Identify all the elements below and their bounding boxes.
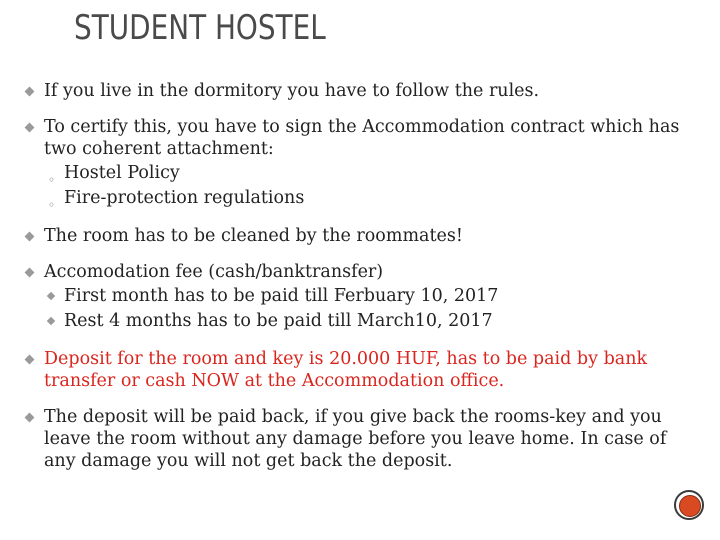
diamond-bullet-icon <box>25 123 35 133</box>
bullet-text: Accomodation fee (cash/banktransfer) <box>44 262 384 282</box>
sub-list-item <box>44 186 694 211</box>
sub-item-text: Rest 4 months has to be paid till March10, 2017 <box>64 311 493 331</box>
diamond-bullet-icon <box>47 317 55 325</box>
diamond-bullet-icon <box>47 292 55 300</box>
next-slide-icon-core[interactable] <box>679 495 701 517</box>
circle-bullet-icon: ◦ <box>48 173 56 187</box>
bullet-text: If you live in the dormitory you have to follow the rules. <box>44 81 540 101</box>
diamond-bullet-icon <box>25 87 35 97</box>
sub-list <box>44 161 694 211</box>
diamond-bullet-icon <box>25 355 35 365</box>
sub-item-text: Hostel Policy <box>64 163 180 183</box>
bullet-text: The deposit will be paid back, if you give back the rooms-key and you leave the room without any damage before you leave home. In case of any damage you will not get back the deposit. <box>44 407 667 471</box>
sub-list-item <box>44 161 694 186</box>
sub-list-item <box>44 309 694 334</box>
list-item <box>24 406 694 472</box>
bullet-text: Deposit for the room and key is 20.000 HUF, has to be paid by bank transfer or cash NOW at the Accommodation office. <box>44 349 648 391</box>
list-item <box>24 261 694 334</box>
page-title: STUDENT HOSTEL <box>74 8 326 48</box>
list-item <box>24 225 694 247</box>
rules-list <box>24 80 694 486</box>
list-item <box>24 80 694 102</box>
list-item-highlighted <box>24 348 694 392</box>
next-slide-icon[interactable] <box>674 490 704 520</box>
circle-bullet-icon: ◦ <box>48 198 56 212</box>
sub-item-text: Fire-protection regulations <box>64 188 305 208</box>
diamond-bullet-icon <box>25 413 35 423</box>
bullet-text: The room has to be cleaned by the roommates! <box>44 226 463 246</box>
sub-list-item <box>44 284 694 309</box>
list-item <box>24 116 694 211</box>
bullet-text: To certify this, you have to sign the Accommodation contract which has two coherent attachment: <box>44 117 680 159</box>
diamond-bullet-icon <box>25 232 35 242</box>
diamond-bullet-icon <box>25 268 35 278</box>
sub-item-text: First month has to be paid till Ferbuary 10, 2017 <box>64 286 499 306</box>
sub-list <box>44 284 694 334</box>
